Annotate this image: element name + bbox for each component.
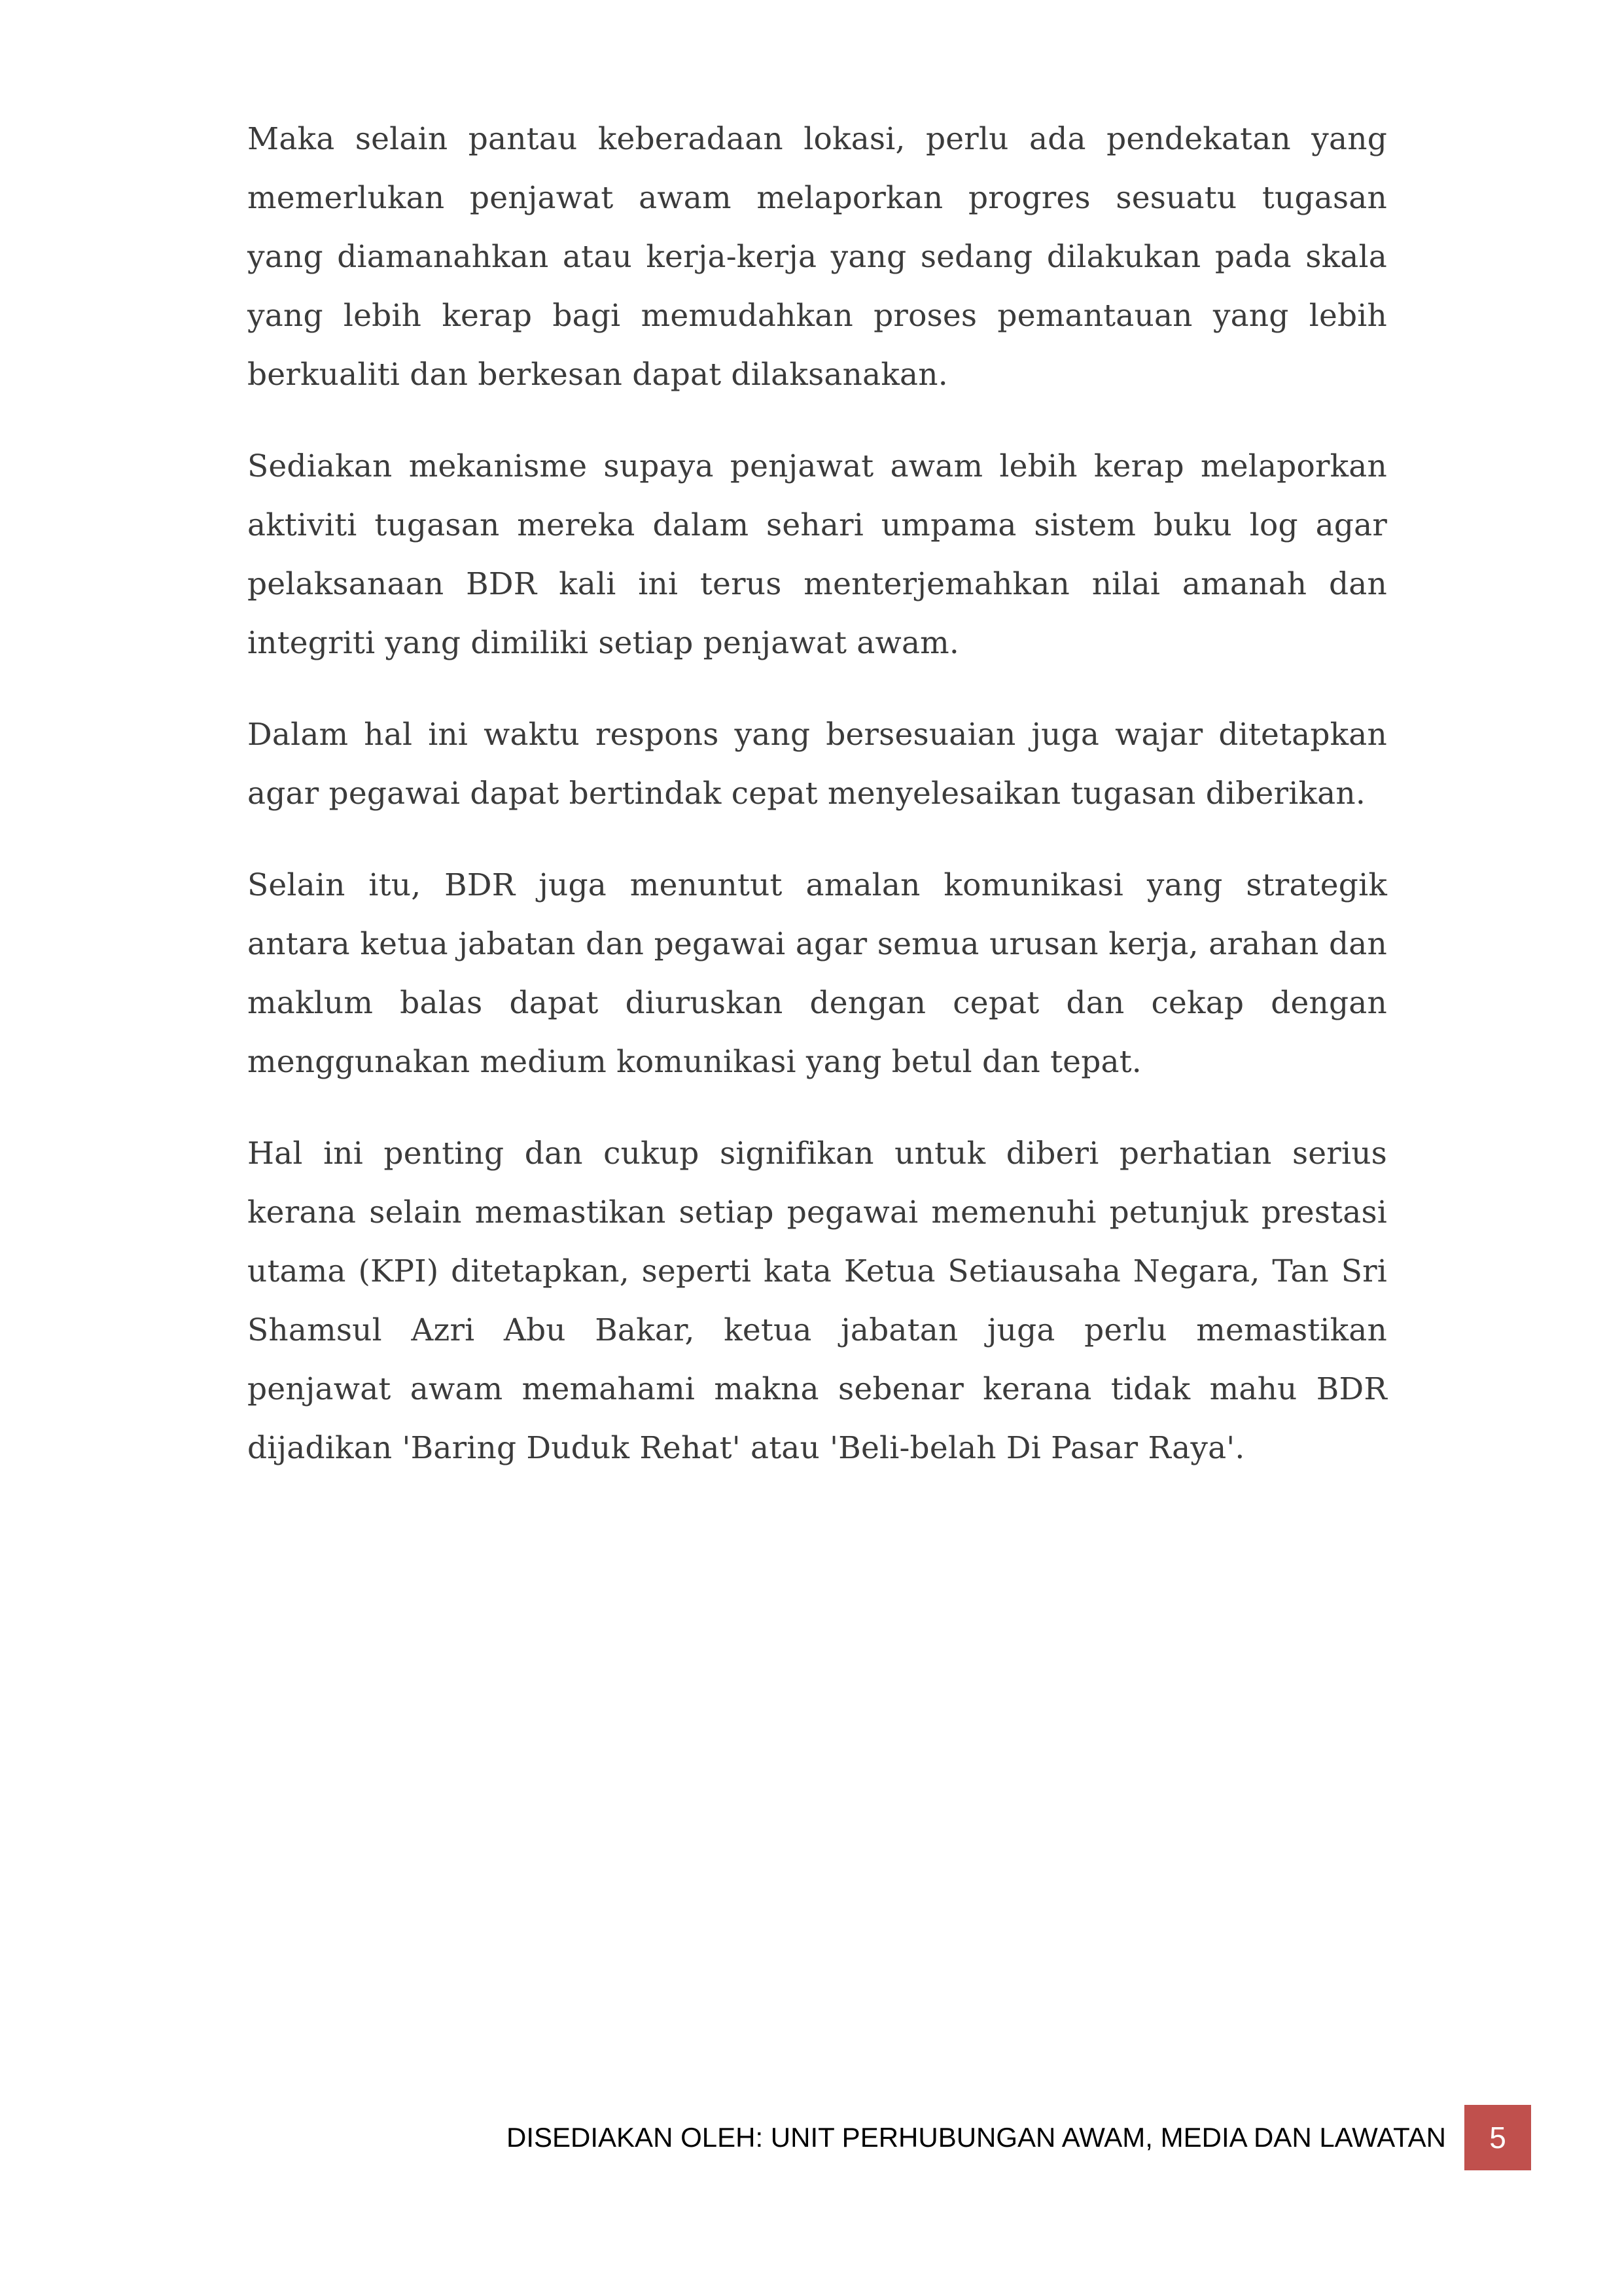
text-line: Shamsul Azri Abu Bakar, ketua jabatan juga perlu memastikan bbox=[247, 1312, 1387, 1348]
text-line: Hal ini penting dan cukup signifikan untuk diberi perhatian serius bbox=[247, 1136, 1387, 1172]
text-line: aktiviti tugasan mereka dalam sehari umpama sistem buku log agar bbox=[247, 507, 1387, 543]
text-line: Maka selain pantau keberadaan lokasi, perlu ada pendekatan yang bbox=[247, 121, 1387, 157]
text-line: yang diamanahkan atau kerja-kerja yang sedang dilakukan pada skala bbox=[247, 239, 1387, 275]
text-line: yang lebih kerap bagi memudahkan proses pemantauan yang lebih bbox=[247, 298, 1387, 334]
paragraph bbox=[247, 437, 1387, 673]
page-number-badge: 5 bbox=[1464, 2105, 1531, 2170]
text-line: pelaksanaan BDR kali ini terus menterjemahkan nilai amanah dan bbox=[247, 566, 1387, 602]
text-line: utama (KPI) ditetapkan, seperti kata Ketua Setiausaha Negara, Tan Sri bbox=[247, 1253, 1387, 1289]
text-line: maklum balas dapat diuruskan dengan cepat dan cekap dengan bbox=[247, 985, 1387, 1021]
text-line: penjawat awam memahami makna sebenar kerana tidak mahu BDR bbox=[247, 1371, 1387, 1407]
paragraph bbox=[247, 110, 1387, 404]
text-line: memerlukan penjawat awam melaporkan progres sesuatu tugasan bbox=[247, 180, 1387, 216]
text-line: berkualiti dan berkesan dapat dilaksanakan. bbox=[247, 357, 948, 393]
paragraph bbox=[247, 706, 1387, 823]
text-line: dijadikan 'Baring Duduk Rehat' atau 'Beli-belah Di Pasar Raya'. bbox=[247, 1430, 1245, 1466]
page-footer bbox=[0, 2105, 1624, 2170]
paragraph bbox=[247, 856, 1387, 1092]
text-line: agar pegawai dapat bertindak cepat menyelesaikan tugasan diberikan. bbox=[247, 776, 1366, 812]
text-line: kerana selain memastikan setiap pegawai memenuhi petunjuk prestasi bbox=[247, 1194, 1387, 1230]
body-text bbox=[247, 110, 1387, 1511]
text-line: antara ketua jabatan dan pegawai agar semua urusan kerja, arahan dan bbox=[247, 926, 1387, 962]
text-line: Selain itu, BDR juga menuntut amalan komunikasi yang strategik bbox=[247, 867, 1387, 903]
text-line: integriti yang dimiliki setiap penjawat awam. bbox=[247, 625, 960, 661]
paragraph bbox=[247, 1124, 1387, 1478]
text-line: menggunakan medium komunikasi yang betul dan tepat. bbox=[247, 1044, 1142, 1080]
text-line: Dalam hal ini waktu respons yang bersesuaian juga wajar ditetapkan bbox=[247, 717, 1387, 753]
text-line: Sediakan mekanisme supaya penjawat awam lebih kerap melaporkan bbox=[247, 448, 1387, 484]
prepared-by-label: DISEDIAKAN OLEH: UNIT PERHUBUNGAN AWAM, MEDIA DAN LAWATAN bbox=[506, 2122, 1446, 2153]
